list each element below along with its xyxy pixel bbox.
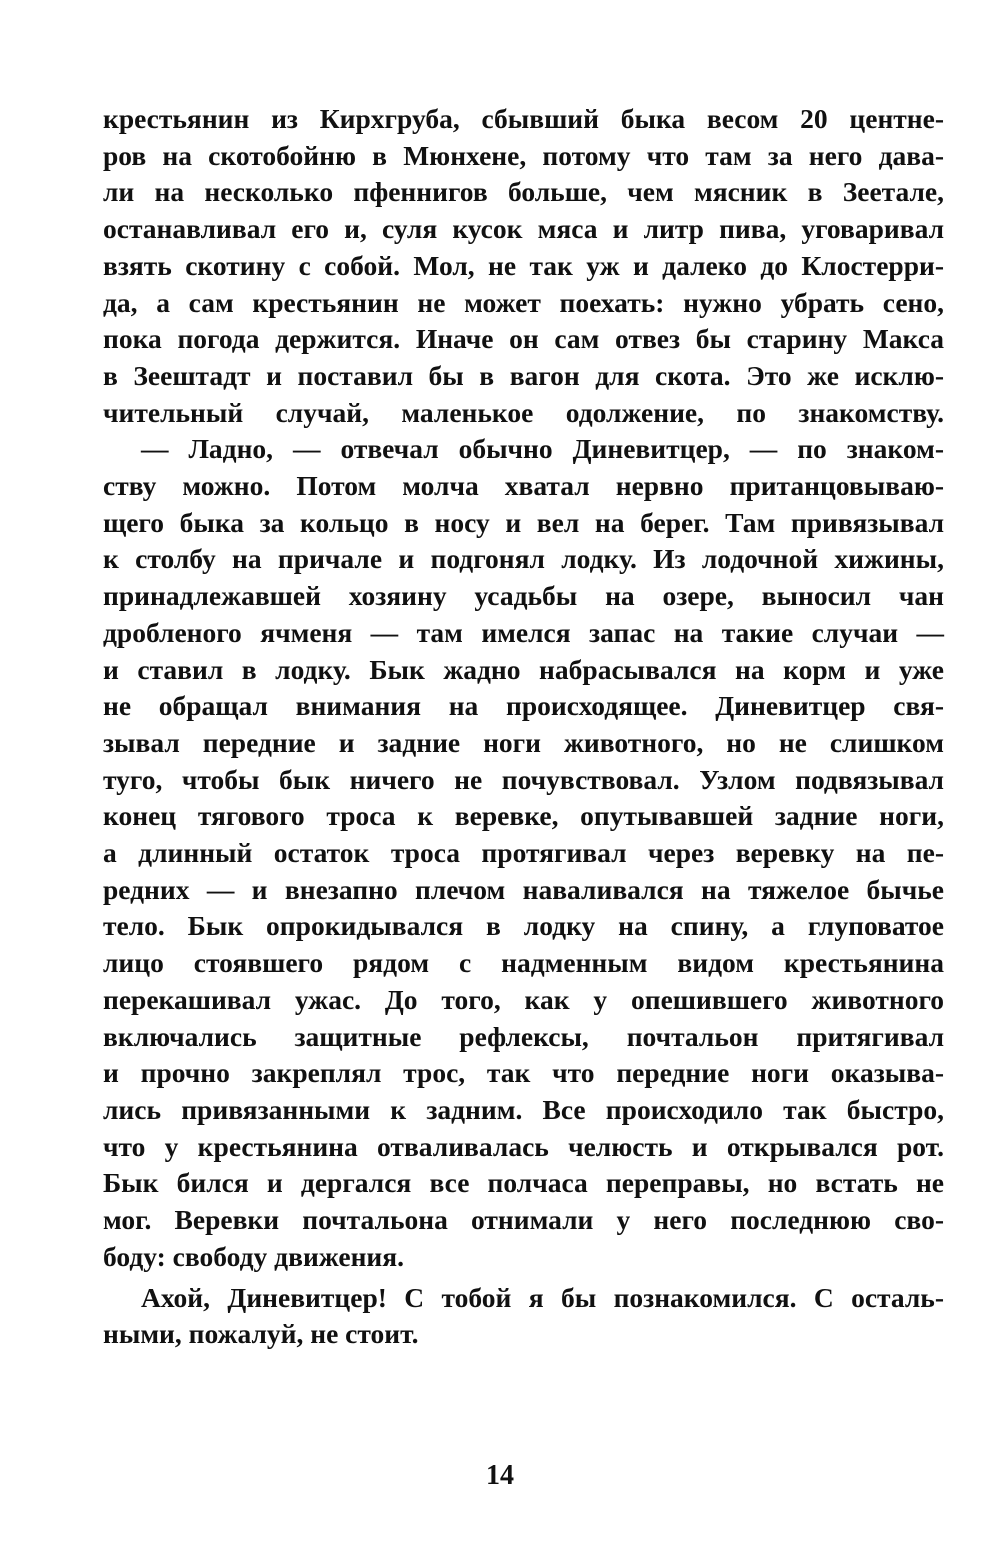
text-line: не обращал внимания на происходящее. Диневитцер свя- <box>103 690 944 722</box>
text-line: щего быка за кольцо в носу и вел на берег. Там привязывал <box>103 506 944 538</box>
text-line: мог. Веревки почтальона отнимали у него последнюю сво- <box>103 1204 944 1236</box>
text-line: зывал передние и задние ноги животного, но не слишком <box>103 726 944 758</box>
text-line: к столбу на причале и подгонял лодку. Из лодочной хижины, <box>103 543 944 575</box>
text-line: ными, пожалуй, не стоит. <box>103 1318 419 1350</box>
text-line: лись привязанными к задним. Все происходило так быстро, <box>103 1093 944 1125</box>
text-line: чительный случай, маленькое одолжение, по знакомству. <box>103 396 944 428</box>
text-line: конец тягового троса к веревке, опутывавшей задние ноги, <box>103 800 944 832</box>
text-line: Ахой, Диневитцер! С тобой я бы познакомился. С осталь- <box>141 1281 944 1313</box>
text-line: крестьянин из Кирхгруба, сбывший быка весом 20 центне- <box>103 103 944 134</box>
text-line: перекашивал ужас. До того, как у опешившего животного <box>103 983 944 1015</box>
text-line: боду: свободу движения. <box>103 1240 405 1272</box>
text-line: пока погода держится. Иначе он сам отвез бы старину Макса <box>103 323 944 355</box>
text-line: что у крестьянина отваливалась челюсть и открывался рот. <box>103 1130 944 1162</box>
text-line: дробленого ячменя — там имелся запас на такие случаи — <box>103 616 944 648</box>
text-line: а длинный остаток троса протягивал через веревку на пе- <box>103 837 944 869</box>
text-line: тело. Бык опрокидывался в лодку на спину, а глуповатое <box>103 910 944 942</box>
text-line: и ставил в лодку. Бык жадно набрасывался на корм и уже <box>103 653 944 685</box>
text-line: ров на скотобойню в Мюнхене, потому что там за него дава- <box>103 139 944 171</box>
text-line: да, а сам крестьянин не может поехать: нужно убрать сено, <box>103 286 944 318</box>
text-line: ству можно. Потом молча хватал нервно пританцовываю- <box>103 470 944 502</box>
text-line: в Зеештадт и поставил бы в вагон для скота. Это же исклю- <box>103 359 944 391</box>
text-line: и прочно закреплял трос, так что передние ноги оказыва- <box>103 1057 944 1089</box>
text-line: принадлежавшей хозяину усадьбы на озере, выносил чан <box>103 580 944 612</box>
text-line: ли на несколько пфеннигов больше, чем мясник в Зеетале, <box>103 176 944 208</box>
text-line: лицо стоявшего рядом с надменным видом крестьянина <box>103 947 944 979</box>
text-line: — Ладно, — отвечал обычно Диневитцер, — по знаком- <box>141 433 944 465</box>
page-number: 14 <box>486 1460 514 1491</box>
text-line: останавливал его и, суля кусок мяса и литр пива, уговаривал <box>103 213 944 245</box>
text-line: включались защитные рефлексы, почтальон притягивал <box>103 1020 944 1052</box>
text-line: Бык бился и дергался все полчаса переправы, но встать не <box>103 1167 944 1199</box>
text-line: туго, чтобы бык ничего не почувствовал. Узлом подвязывал <box>103 763 944 795</box>
body-text <box>103 101 944 1353</box>
text-line: редних — и внезапно плечом наваливался на тяжелое бычье <box>103 873 944 905</box>
text-line: взять скотину с собой. Мол, не так уж и далеко до Клостерри- <box>103 249 944 281</box>
